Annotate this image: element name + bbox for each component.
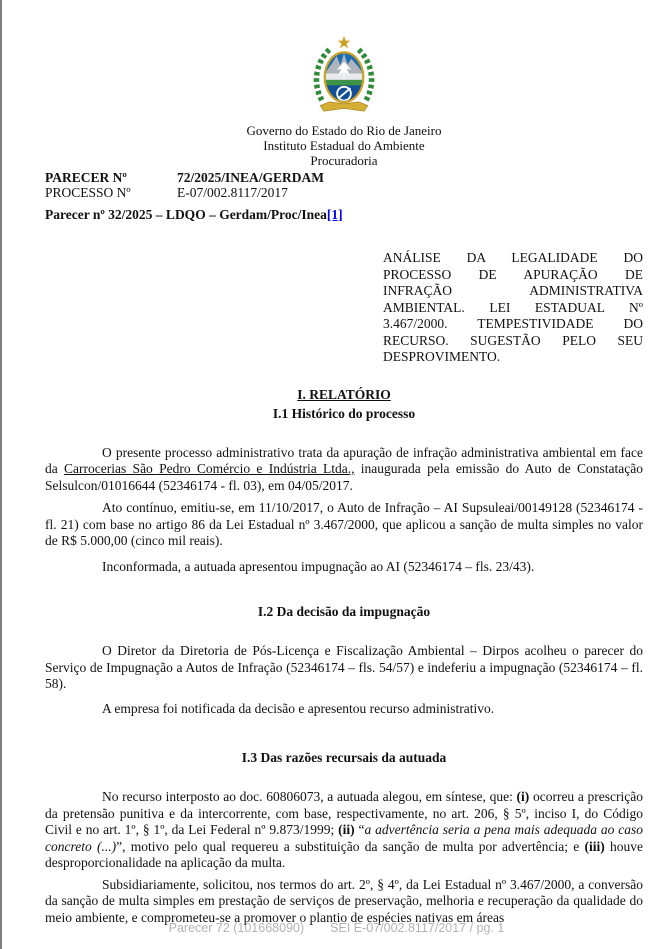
section-subtitle-razoes: I.3 Das razões recursais da autuada bbox=[241, 750, 447, 765]
processo-number-label: PROCESSO Nº bbox=[45, 185, 131, 200]
parecer-number-value: 72/2025/INEA/GERDAM bbox=[177, 170, 325, 185]
parecer-reference-line bbox=[45, 207, 643, 222]
footer-sei-ref: SEI E-07/002.8117/2017 / pg. 1 bbox=[330, 921, 505, 935]
org-line-procuradoria: Procuradoria bbox=[310, 153, 378, 168]
paragraph-decisao-2: A empresa foi notificada da decisão e apresentou recurso administrativo. bbox=[102, 700, 495, 716]
ementa-summary: ANÁLISE DA LEGALIDADE DO PROCESSO DE APURAÇÃO DE INFRAÇÃO ADMINISTRATIVA AMBIENTAL. LEI ESTADUAL Nº 3.467/2000. TEMPESTIVIDADE DO RECURSO. SUGESTÃO PELO SEU DESPROVIMENTO. bbox=[383, 250, 643, 364]
parecer-reference-text: Parecer nº 32/2025 – LDQO – Gerdam/Proc/Inea bbox=[45, 207, 327, 222]
section-subtitle-historico: I.1 Histórico do processo bbox=[272, 405, 416, 421]
footer-doc-ref: Parecer 72 (101668090) bbox=[168, 921, 305, 935]
org-header bbox=[45, 123, 643, 168]
paragraph-historico-1: O presente processo administrativo trata da apuração de infração administrativa ambiental em face da Carrocerias São Pedro Comércio e Indústria Ltda., inaugurada pela emissão do Auto de Constatação Selsulcon/01016644 (52346174 - fl. 03), em 04/05/2017. bbox=[45, 444, 643, 493]
paragraph-decisao-1: O Diretor da Diretoria de Pós-Licença e Fiscalização Ambiental – Dirpos acolheu o parecer do Serviço de Impugnação a Autos de Infração (52346174 – fls. 54/57) e indeferiu a impugnação (52346174 – fl. 58). bbox=[45, 643, 643, 691]
paragraph-razoes-1: No recurso interposto ao doc. 60806073, a autuada alegou, em síntese, que: (i) ocorreu a prescrição da pretensão punitiva e da intercorrente, com base, respectivamente, no art. 206, § 5º, inciso I, do Código Civil e no art. 1º, § 1º, da Lei Federal nº 9.873/1999; (ii) “a advertência seria a pena mais adequada ao caso concreto (...)”, motivo pelo qual requereu a substituição da sanção de multa por advertência; e (iii) houve desproporcionalidade na aplicação da multa. bbox=[45, 789, 643, 870]
paragraph-historico-2: Ato contínuo, emitiu-se, em 11/10/2017, o Auto de Infração – AI Supsuleai/00149128 (52346174 - fl. 21) com base no artigo 86 da Lei Estadual nº 3.467/2000, que aplicou a sanção de multa simples no valor de R$ 5.000,00 (cinco mil reais). bbox=[45, 500, 643, 548]
footnote-1-link[interactable]: [1] bbox=[326, 207, 343, 222]
org-line-institute: Instituto Estadual do Ambiente bbox=[263, 138, 425, 153]
processo-number-row bbox=[45, 185, 643, 200]
processo-number-value: E-07/002.8117/2017 bbox=[177, 185, 288, 200]
document-meta bbox=[45, 170, 643, 200]
parecer-number-row bbox=[45, 170, 643, 185]
section-title-relatorio: I. RELATÓRIO bbox=[297, 386, 391, 402]
document-content bbox=[2, 0, 671, 926]
section-subtitle-decisao: I.2 Da decisão da impugnação bbox=[257, 604, 431, 619]
parecer-number-label: PARECER Nº bbox=[45, 170, 127, 185]
paragraph-razoes-2: Subsidiariamente, solicitou, nos termos do art. 2º, § 4º, da Lei Estadual nº 3.467/2000, a conversão da sanção de multa simples em prestação de serviços de preservação, melhoria e recuperação da qualidade do meio ambiente, e comprometeu-se a promover o plantio de espécies nativas em áreas bbox=[45, 876, 643, 925]
page-footer bbox=[2, 921, 671, 935]
rio-de-janeiro-coat-of-arms-icon bbox=[298, 35, 390, 123]
paragraph-historico-3: Inconformada, a autuada apresentou impugnação ao AI (52346174 – fls. 23/43). bbox=[102, 558, 535, 574]
org-line-government: Governo do Estado do Rio de Janeiro bbox=[246, 123, 442, 138]
